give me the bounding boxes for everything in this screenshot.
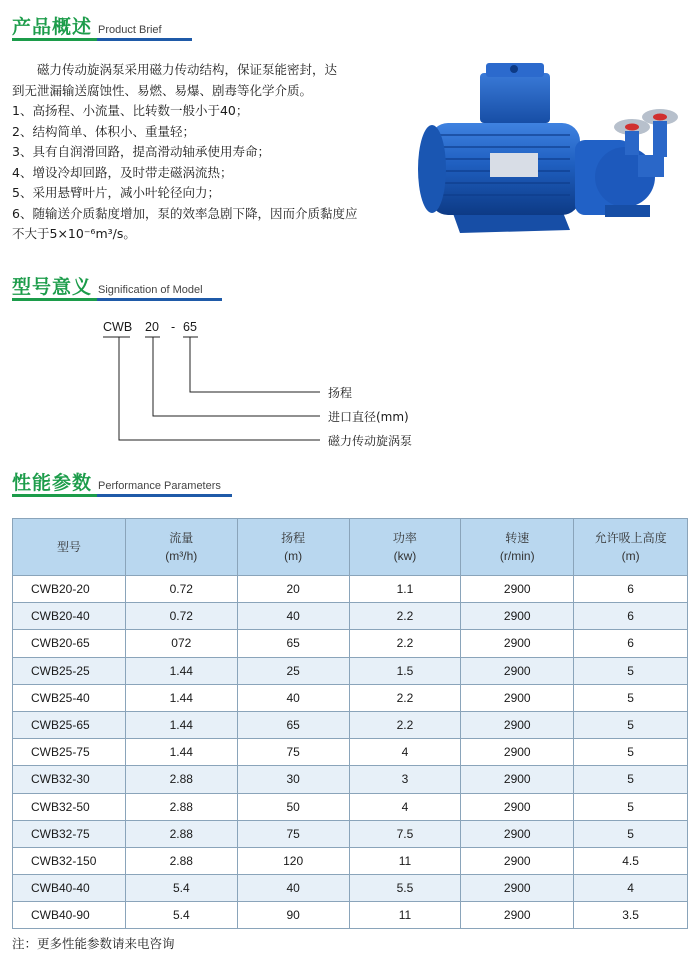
model-head: 65 (183, 320, 197, 334)
intro-text (12, 60, 397, 245)
section-title-cn: 产品概述 (12, 16, 93, 38)
feature-item: 2、结构简单、体积小、重量轻； (12, 123, 195, 139)
feature-item: 6、随输送介质黏度增加，泵的效率急剧下降，因而介质黏度应 (12, 205, 358, 221)
performance-table (12, 518, 688, 929)
header-model: 型号 (13, 519, 126, 576)
model-code-diagram (0, 300, 700, 460)
model-size: 20 (145, 320, 159, 334)
table-row: CWB20-65 072 65 2.2 2900 6 (13, 630, 688, 657)
feature-item: 5、采用悬臂叶片，减小叶轮径向力； (12, 185, 220, 200)
table-row: CWB20-40 0.72 40 2.2 2900 6 (13, 603, 688, 630)
table-row: CWB40-90 5.4 90 11 2900 3.5 (13, 902, 688, 929)
feature-item-continuation: 不大于5×10⁻⁶m³/s。 (12, 226, 136, 241)
table-row: CWB25-65 1.44 65 2.2 2900 5 (13, 711, 688, 738)
model-meaning-head: 扬程 (328, 386, 353, 400)
header-flow: 流量 (m³/h) (125, 519, 237, 576)
header-power: 功率 (kw) (349, 519, 461, 576)
section-title-en: Performance Parameters (98, 480, 221, 492)
footnote: 注：更多性能参数请来电咨询 (12, 936, 175, 951)
model-prefix: CWB (103, 320, 133, 334)
model-dash: - (171, 320, 176, 334)
table-row: CWB25-25 1.44 25 1.5 2900 5 (13, 657, 688, 684)
feature-item: 1、高扬程、小流量、比转数一般小于40； (12, 103, 249, 118)
section-heading-model (12, 272, 203, 299)
feature-item: 4、增设冷却回路，及时带走磁涡流热； (12, 164, 233, 180)
table-row: CWB32-50 2.88 50 4 2900 5 (13, 793, 688, 820)
pump-image (410, 55, 680, 250)
header-speed: 转速 (r/min) (461, 519, 574, 576)
table-row: CWB25-40 1.44 40 2.2 2900 5 (13, 684, 688, 711)
section-title-en: Signification of Model (98, 284, 203, 296)
table-header-row (13, 519, 688, 576)
table-row: CWB40-40 5.4 40 5.5 2900 4 (13, 875, 688, 902)
table-row: CWB32-30 2.88 30 3 2900 5 (13, 766, 688, 793)
intro-paragraph-line: 磁力传动旋涡泵采用磁力传动结构，保证泵能密封，达 (37, 62, 338, 77)
section-title-en: Product Brief (98, 24, 162, 36)
heading-underline-blue (97, 38, 192, 41)
section-title-cn: 性能参数 (12, 472, 93, 494)
model-meaning-size: 进口直径(mm) (328, 410, 409, 424)
header-head: 扬程 (m) (237, 519, 349, 576)
intro-paragraph-line: 到无泄漏输送腐蚀性、易燃、易爆、剧毒等化学介质。 (12, 82, 313, 98)
feature-item: 3、具有自润滑回路，提高滑动轴承使用寿命； (12, 144, 270, 159)
section-heading-overview (12, 12, 162, 39)
table-row: CWB32-75 2.88 75 7.5 2900 5 (13, 820, 688, 847)
table-row: CWB25-75 1.44 75 4 2900 5 (13, 739, 688, 766)
heading-underline-green (12, 494, 97, 497)
section-heading-performance (12, 468, 221, 495)
section-title-cn: 型号意义 (12, 276, 93, 298)
header-suction-height: 允许吸上高度 (m) (574, 519, 688, 576)
table-row: CWB32-150 2.88 120 11 2900 4.5 (13, 847, 688, 874)
model-meaning-type: 磁力传动旋涡泵 (328, 434, 413, 448)
heading-underline-green (12, 38, 97, 41)
table-row: CWB20-20 0.72 20 1.1 2900 6 (13, 576, 688, 603)
heading-underline-blue (97, 494, 232, 497)
